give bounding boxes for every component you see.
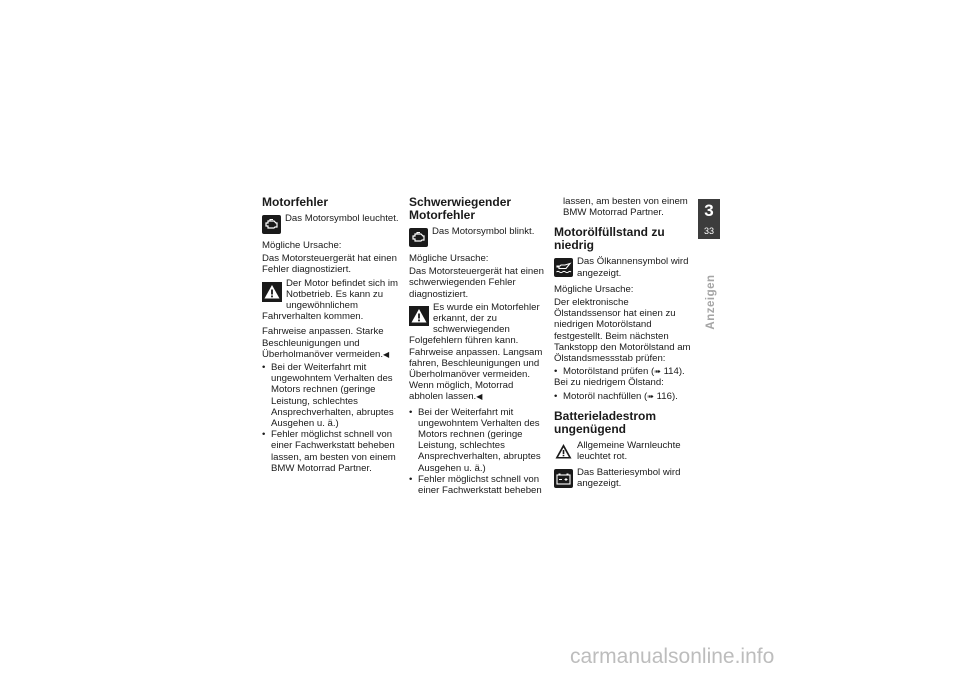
cause-text: Das Motorsteuergerät hat einen Fehler diagnostiziert. [262, 253, 397, 276]
cause-label: Mögliche Ursache: [554, 283, 634, 295]
engine-icon [262, 215, 281, 234]
page-ref-arrow: ➠ [654, 367, 661, 377]
bullet-list [554, 391, 692, 402]
warning-text-continued [262, 326, 400, 360]
warning-triangle-icon [262, 282, 282, 302]
page-number: 33 [703, 226, 714, 236]
watermark: carmanualsonline.info [570, 645, 775, 668]
bullet-list [262, 362, 400, 474]
ref-close: ). [671, 390, 678, 402]
list-item-check-oil [554, 366, 692, 377]
heading-motorfehler: Motorfehler [262, 195, 328, 209]
general-warning-icon [554, 442, 573, 461]
list-item: • Fehler möglichst schnell von einer Fachwerkstatt beheben lassen, am besten von einem BMW Motorrad Partner. [262, 429, 400, 474]
bullet-text: Motoröl nachfüllen ( [563, 390, 648, 402]
heading-motoroelfuellstand: Motorölfüllstand zu niedrig [554, 225, 665, 253]
end-mark: ◀ [383, 349, 390, 359]
symbol-row-engine-blink [409, 226, 547, 248]
list-item: • Bei der Weiterfahrt mit ungewohntem Verhalten des Motors rechnen (geringe Leistung, schlechtes Ansprechverhalten, abruptes Ausgehen u. ä.) [262, 362, 400, 429]
symbol-text: Das Motorsymbol blinkt. [432, 226, 535, 237]
heading-schwerwiegender-motorfehler: Schwerwiegender Motorfehler [409, 195, 512, 222]
warning-text: Der Motor befindet sich im Notbetrieb. Es kann zu ungewöhnlichem Fahrverhalten kommen. [262, 277, 398, 323]
chapter-tab [698, 199, 720, 239]
end-mark: ◀ [476, 392, 483, 402]
symbol-text: Allgemeine Warnleuchte leuchtet rot. [577, 439, 681, 463]
column-oil-and-battery [554, 196, 692, 495]
battery-icon [554, 469, 573, 488]
symbol-row-engine [262, 213, 400, 235]
bullet-text: Motorölstand prüfen ( [563, 366, 655, 378]
page-ref-114[interactable]: 114 [663, 366, 679, 378]
chapter-number: 3 [704, 201, 714, 220]
cause-text: Der elektronische Ölstandssensor hat einen zu niedrigen Motorölstand festgestellt. Beim nächsten Tankstopp den Motorölstand am Ölstandsmessstab prüfen: [554, 297, 691, 365]
warning-block [409, 302, 547, 403]
low-oil-label: Bei zu niedrigem Ölstand: [554, 377, 664, 389]
symbol-row-oil [554, 256, 692, 278]
bullet-list [409, 407, 547, 497]
warning-block [262, 278, 400, 323]
heading-batterieladestrom: Batterieladestrom ungenügend [554, 408, 657, 436]
symbol-text: Das Batteriesymbol wird angezeigt. [577, 467, 681, 490]
bullet-continuation: lassen, am besten von einem BMW Motorrad Partner. [563, 196, 688, 219]
column-schwerwiegender-motorfehler [409, 196, 547, 500]
engine-icon [409, 228, 428, 247]
chapter-title: Anzeigen [705, 274, 717, 330]
warning-triangle-icon [409, 306, 429, 326]
cause-text: Das Motorsteuergerät hat einen schwerwiegenden Fehler diagnostiziert. [409, 266, 544, 300]
ref-close: ). [678, 366, 685, 378]
column-motorfehler [262, 196, 400, 478]
symbol-text: Das Motorsymbol leuchtet. [285, 213, 399, 224]
symbol-text: Das Ölkannensymbol wird angezeigt. [577, 256, 689, 279]
bullet-list [554, 366, 692, 377]
page-ref-arrow: ➠ [647, 391, 654, 401]
list-item: • Bei der Weiterfahrt mit ungewohntem Verhalten des Motors rechnen (geringe Leistung, schlechtes Ansprechverhalten, abruptes Ausgehen u. ä.) [409, 407, 547, 474]
cause-label: Mögliche Ursache: [409, 253, 489, 264]
oil-can-icon [554, 258, 573, 277]
symbol-row-battery [554, 467, 692, 489]
list-item-refill-oil [554, 391, 692, 402]
warning-text: Es wurde ein Motorfehler erkannt, der zu schwerwiegenden Folgefehlern führen kann. Fahrweise anpassen. Langsam fahren, Beschleunigungen und Überholmanöver vermeiden. Wenn möglich, Motorrad abholen lassen. [409, 301, 543, 403]
cause-label: Mögliche Ursache: [262, 240, 342, 251]
page-ref-116[interactable]: 116 [656, 390, 672, 402]
list-item: • Fehler möglichst schnell von einer Fachwerkstatt beheben [409, 474, 547, 496]
symbol-row-general-warning [554, 440, 692, 462]
warning-advice: Fahrweise anpassen. Starke Beschleunigungen und Überholmanöver vermeiden. [262, 326, 384, 360]
